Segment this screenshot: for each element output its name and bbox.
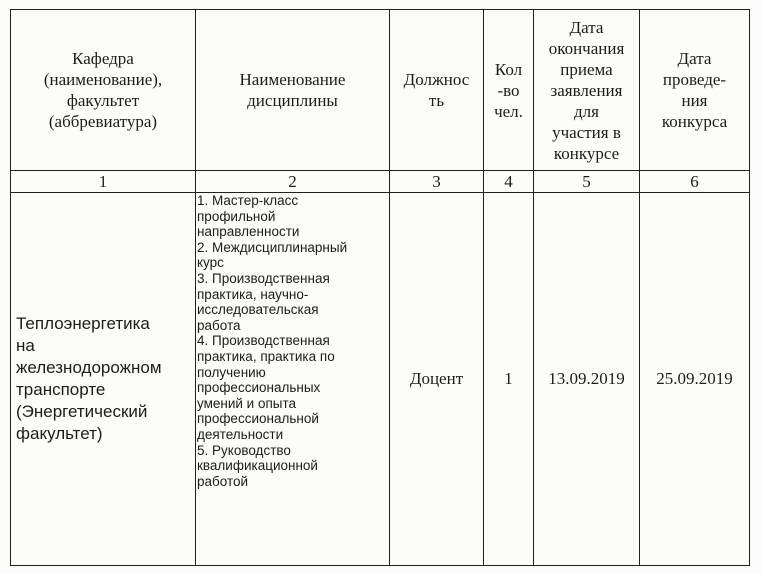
discipline-item: 5. Руководство квалификационной работой: [197, 442, 318, 489]
header-discipline: Наименование дисциплины: [196, 10, 390, 171]
column-number: 4: [484, 171, 534, 193]
column-number: 1: [11, 171, 196, 193]
table-row: [11, 193, 750, 566]
discipline-item: 3. Производственная практика, научно- исследовательская работа: [197, 270, 330, 333]
column-number: 3: [390, 171, 484, 193]
header-application-deadline: Дата окончания приема заявления для участия в конкурсе: [534, 10, 640, 171]
column-number: 6: [640, 171, 750, 193]
discipline-item: 2. Междисциплинарный курс: [197, 239, 348, 271]
column-number: 2: [196, 171, 390, 193]
contest-date-cell: 25.09.2019: [640, 193, 750, 566]
header-department: Кафедра (наименование), факультет (аббревиатура): [11, 10, 196, 171]
column-number-row: [11, 171, 750, 193]
disciplines-cell: [196, 193, 390, 566]
position-cell: Доцент: [390, 193, 484, 566]
discipline-item: 4. Производственная практика, практика по получению профессиональных умений и опыта профессиональной деятельности: [197, 333, 335, 442]
contest-table: [10, 9, 750, 566]
application-deadline-cell: 13.09.2019: [534, 193, 640, 566]
header-contest-date: Дата проведе- ния конкурса: [640, 10, 750, 171]
department-cell: Теплоэнергетика на железнодорожном транспорте (Энергетический факультет): [11, 193, 196, 566]
discipline-list: [197, 193, 389, 489]
quantity-cell: 1: [484, 193, 534, 566]
header-quantity: Кол -во чел.: [484, 10, 534, 171]
table-header-row: [11, 10, 750, 171]
column-number: 5: [534, 171, 640, 193]
header-position: Должнос ть: [390, 10, 484, 171]
discipline-item: 1. Мастер-класс профильной направленности: [197, 193, 300, 240]
